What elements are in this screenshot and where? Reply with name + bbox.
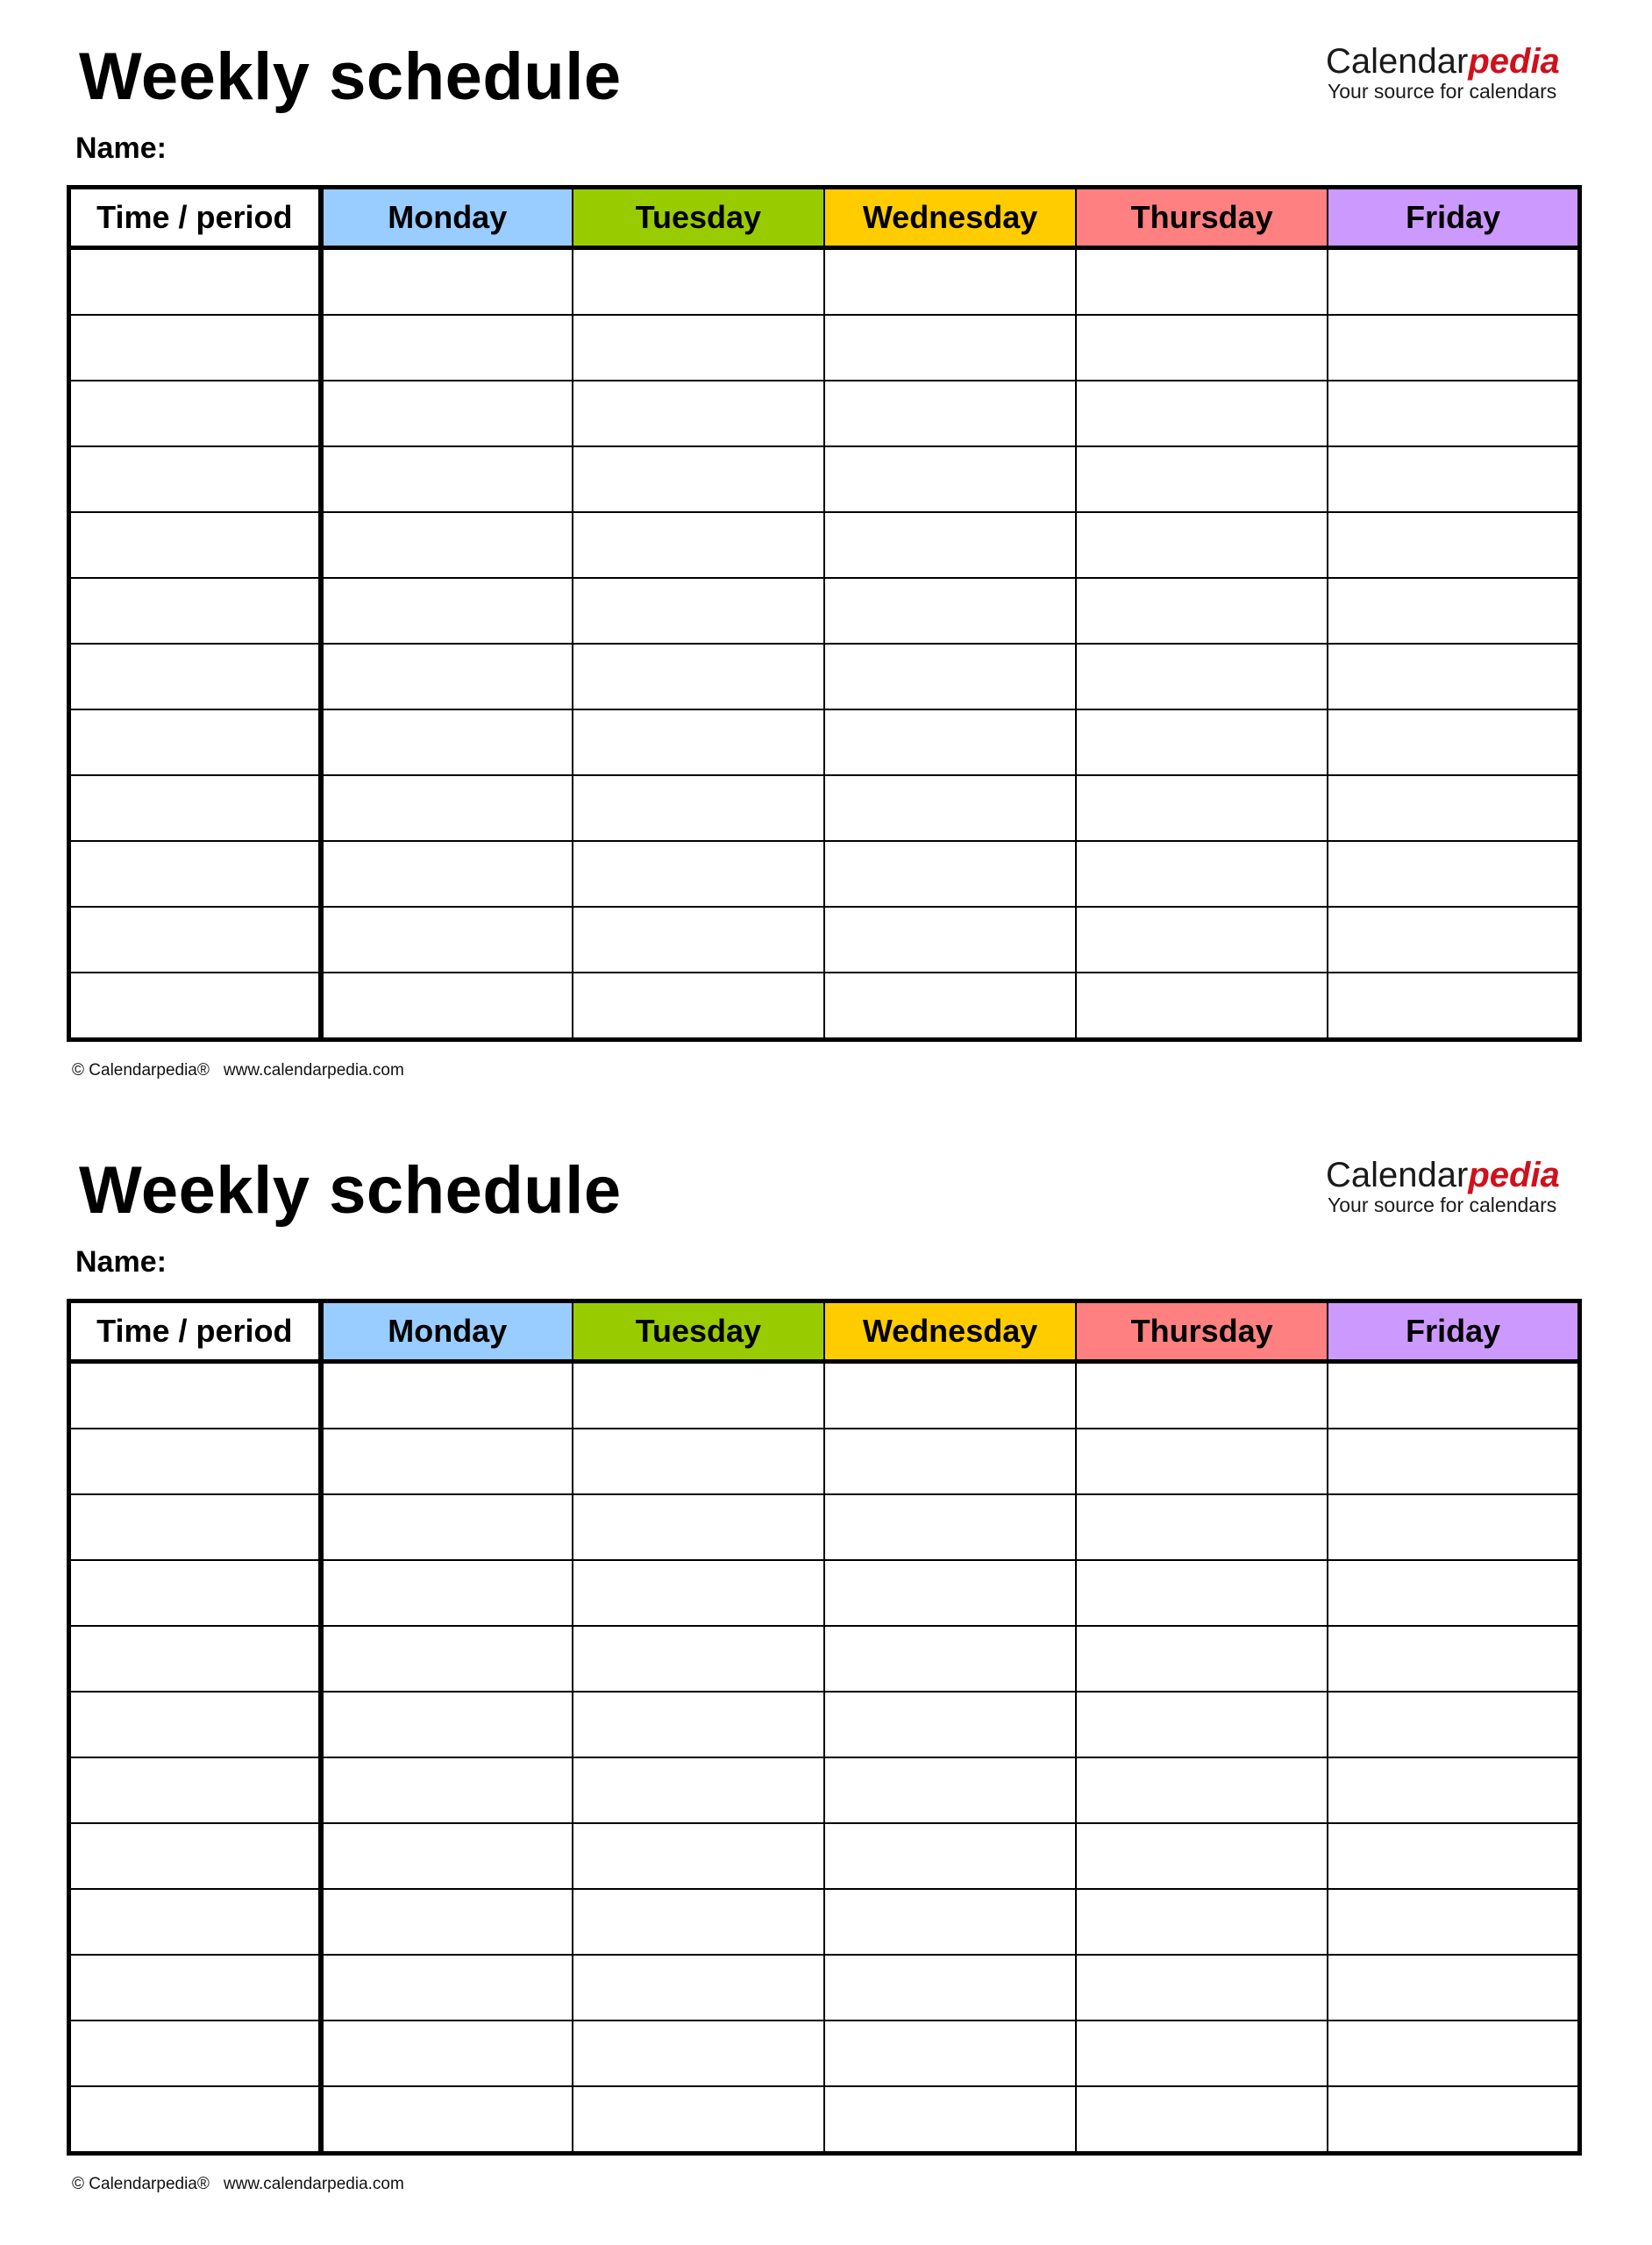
- time-cell[interactable]: [69, 381, 321, 446]
- schedule-cell[interactable]: [573, 446, 824, 512]
- header-day-tuesday: Tuesday: [573, 1301, 824, 1362]
- schedule-cell[interactable]: [1076, 1889, 1328, 1955]
- schedule-cell[interactable]: [573, 841, 824, 907]
- schedule-cell[interactable]: [824, 446, 1076, 512]
- schedule-cell[interactable]: [1076, 381, 1328, 446]
- schedule-cell[interactable]: [321, 775, 573, 841]
- schedule-body: [69, 248, 1580, 1040]
- table-row: [69, 2020, 1580, 2086]
- schedule-cell[interactable]: [1076, 907, 1328, 973]
- schedule-cell[interactable]: [1076, 1757, 1328, 1823]
- logo-brand-accent: pedia: [1468, 42, 1560, 81]
- time-cell[interactable]: [69, 1429, 321, 1494]
- schedule-cell[interactable]: [824, 709, 1076, 775]
- table-row: [69, 709, 1580, 775]
- schedule-cell[interactable]: [824, 381, 1076, 446]
- schedule-section-2: [0, 1114, 1652, 2227]
- table-row: [69, 446, 1580, 512]
- time-cell[interactable]: [69, 446, 321, 512]
- schedule-cell[interactable]: [573, 248, 824, 316]
- time-cell[interactable]: [69, 1757, 321, 1823]
- schedule-cell[interactable]: [824, 1429, 1076, 1494]
- table-row: [69, 973, 1580, 1040]
- table-row: [69, 775, 1580, 841]
- table-row: [69, 2086, 1580, 2154]
- time-cell[interactable]: [69, 775, 321, 841]
- schedule-cell[interactable]: [321, 446, 573, 512]
- schedule-cell[interactable]: [321, 1889, 573, 1955]
- schedule-cell[interactable]: [1328, 775, 1579, 841]
- schedule-cell[interactable]: [573, 578, 824, 644]
- schedule-cell[interactable]: [1076, 1692, 1328, 1757]
- header-day-wednesday: Wednesday: [824, 188, 1076, 248]
- header-day-wednesday: Wednesday: [824, 1301, 1076, 1362]
- header-time-period: Time / period: [69, 188, 321, 248]
- schedule-cell[interactable]: [1328, 1429, 1579, 1494]
- schedule-cell[interactable]: [573, 775, 824, 841]
- schedule-cell[interactable]: [1328, 315, 1579, 381]
- schedule-cell[interactable]: [1328, 1560, 1579, 1626]
- table-row: [69, 1889, 1580, 1955]
- schedule-cell[interactable]: [321, 1626, 573, 1692]
- schedule-cell[interactable]: [1076, 709, 1328, 775]
- header-day-friday: Friday: [1328, 188, 1579, 248]
- schedule-cell[interactable]: [321, 578, 573, 644]
- schedule-cell[interactable]: [1328, 1823, 1579, 1889]
- schedule-cell[interactable]: [824, 1757, 1076, 1823]
- schedule-cell[interactable]: [321, 1362, 573, 1429]
- schedule-cell[interactable]: [321, 1692, 573, 1757]
- time-cell[interactable]: [69, 1692, 321, 1757]
- schedule-cell[interactable]: [1328, 446, 1579, 512]
- schedule-cell[interactable]: [1076, 315, 1328, 381]
- header-day-friday: Friday: [1328, 1301, 1579, 1362]
- schedule-cell[interactable]: [573, 2020, 824, 2086]
- schedule-cell[interactable]: [321, 1823, 573, 1889]
- time-cell[interactable]: [69, 841, 321, 907]
- table-row: [69, 315, 1580, 381]
- schedule-cell[interactable]: [1328, 512, 1579, 578]
- time-cell[interactable]: [69, 578, 321, 644]
- schedule-cell[interactable]: [1076, 248, 1328, 316]
- time-cell[interactable]: [69, 644, 321, 709]
- schedule-cell[interactable]: [1328, 2020, 1579, 2086]
- schedule-cell[interactable]: [1076, 1494, 1328, 1560]
- time-cell[interactable]: [69, 1626, 321, 1692]
- schedule-cell[interactable]: [824, 1560, 1076, 1626]
- table-row: [69, 512, 1580, 578]
- schedule-cell[interactable]: [321, 1955, 573, 2020]
- schedule-cell[interactable]: [824, 2086, 1076, 2154]
- schedule-cell[interactable]: [1328, 644, 1579, 709]
- schedule-cell[interactable]: [824, 644, 1076, 709]
- calendarpedia-logo: [1326, 42, 1560, 102]
- schedule-cell[interactable]: [1076, 2020, 1328, 2086]
- schedule-cell[interactable]: [573, 1757, 824, 1823]
- schedule-cell[interactable]: [824, 1362, 1076, 1429]
- logo-brand-main: Calendar: [1326, 1156, 1469, 1194]
- schedule-cell[interactable]: [573, 973, 824, 1040]
- schedule-cell[interactable]: [1328, 973, 1579, 1040]
- table-row: [69, 1823, 1580, 1889]
- schedule-cell[interactable]: [1076, 1823, 1328, 1889]
- schedule-cell[interactable]: [824, 2020, 1076, 2086]
- schedule-cell[interactable]: [573, 1560, 824, 1626]
- schedule-cell[interactable]: [1076, 578, 1328, 644]
- time-cell[interactable]: [69, 1494, 321, 1560]
- time-cell[interactable]: [69, 2020, 321, 2086]
- table-row: [69, 1626, 1580, 1692]
- table-row: [69, 1692, 1580, 1757]
- schedule-cell[interactable]: [573, 1955, 824, 2020]
- schedule-cell[interactable]: [1328, 248, 1579, 316]
- schedule-cell[interactable]: [1328, 1889, 1579, 1955]
- schedule-cell[interactable]: [573, 1362, 824, 1429]
- schedule-cell[interactable]: [321, 1494, 573, 1560]
- schedule-cell[interactable]: [1076, 775, 1328, 841]
- table-row: [69, 907, 1580, 973]
- schedule-cell[interactable]: [1076, 446, 1328, 512]
- schedule-cell[interactable]: [824, 315, 1076, 381]
- time-cell[interactable]: [69, 1823, 321, 1889]
- time-cell[interactable]: [69, 315, 321, 381]
- schedule-cell[interactable]: [321, 973, 573, 1040]
- header-day-tuesday: Tuesday: [573, 188, 824, 248]
- schedule-cell[interactable]: [321, 315, 573, 381]
- schedule-cell[interactable]: [321, 2086, 573, 2154]
- table-row: [69, 841, 1580, 907]
- footer-url: www.calendarpedia.com: [223, 2175, 404, 2193]
- footer-url: www.calendarpedia.com: [223, 1061, 404, 1080]
- table-row: [69, 1757, 1580, 1823]
- schedule-cell[interactable]: [824, 512, 1076, 578]
- schedule-cell[interactable]: [1328, 578, 1579, 644]
- schedule-cell[interactable]: [824, 1494, 1076, 1560]
- schedule-cell[interactable]: [1076, 973, 1328, 1040]
- schedule-cell[interactable]: [321, 248, 573, 316]
- schedule-cell[interactable]: [573, 1823, 824, 1889]
- table-row: [69, 644, 1580, 709]
- schedule-cell[interactable]: [573, 315, 824, 381]
- schedule-cell[interactable]: [573, 1889, 824, 1955]
- table-row: [69, 1362, 1580, 1429]
- header-row: [69, 1301, 1580, 1362]
- time-cell[interactable]: [69, 973, 321, 1040]
- schedule-cell[interactable]: [1076, 512, 1328, 578]
- schedule-cell[interactable]: [573, 1692, 824, 1757]
- schedule-cell[interactable]: [1076, 1429, 1328, 1494]
- time-cell[interactable]: [69, 1889, 321, 1955]
- schedule-header: [69, 188, 1580, 248]
- schedule-cell[interactable]: [321, 2020, 573, 2086]
- schedule-cell[interactable]: [824, 1692, 1076, 1757]
- schedule-cell[interactable]: [321, 644, 573, 709]
- schedule-cell[interactable]: [321, 1757, 573, 1823]
- page-title: Weekly schedule: [79, 1153, 622, 1228]
- schedule-cell[interactable]: [321, 841, 573, 907]
- schedule-cell[interactable]: [1076, 841, 1328, 907]
- time-cell[interactable]: [69, 248, 321, 316]
- logo-brand: [1326, 1156, 1560, 1194]
- page-title: Weekly schedule: [79, 39, 622, 114]
- footer-copyright: © Calendarpedia®: [72, 2175, 210, 2193]
- schedule-cell[interactable]: [1328, 1626, 1579, 1692]
- schedule-cell[interactable]: [1076, 1362, 1328, 1429]
- schedule-cell[interactable]: [1076, 644, 1328, 709]
- schedule-cell[interactable]: [1076, 2086, 1328, 2154]
- schedule-cell[interactable]: [1328, 1362, 1579, 1429]
- schedule-cell[interactable]: [824, 973, 1076, 1040]
- time-cell[interactable]: [69, 709, 321, 775]
- schedule-cell[interactable]: [824, 1626, 1076, 1692]
- schedule-table: [67, 1299, 1582, 2156]
- footer: [72, 1061, 404, 1080]
- schedule-cell[interactable]: [824, 1955, 1076, 2020]
- schedule-cell[interactable]: [824, 248, 1076, 316]
- schedule-cell[interactable]: [573, 2086, 824, 2154]
- schedule-cell[interactable]: [824, 578, 1076, 644]
- logo-brand-accent: pedia: [1468, 1156, 1560, 1194]
- time-cell[interactable]: [69, 2086, 321, 2154]
- schedule-cell[interactable]: [321, 381, 573, 446]
- schedule-cell[interactable]: [824, 1889, 1076, 1955]
- time-cell[interactable]: [69, 907, 321, 973]
- schedule-cell[interactable]: [824, 775, 1076, 841]
- schedule-cell[interactable]: [824, 841, 1076, 907]
- table-row: [69, 1494, 1580, 1560]
- header-day-monday: Monday: [321, 1301, 573, 1362]
- schedule-cell[interactable]: [573, 381, 824, 446]
- schedule-cell[interactable]: [824, 1823, 1076, 1889]
- time-cell[interactable]: [69, 1560, 321, 1626]
- schedule-cell[interactable]: [573, 1429, 824, 1494]
- schedule-cell[interactable]: [321, 512, 573, 578]
- schedule-body: [69, 1362, 1580, 2154]
- schedule-cell[interactable]: [1328, 1955, 1579, 2020]
- schedule-cell[interactable]: [321, 907, 573, 973]
- time-cell[interactable]: [69, 1362, 321, 1429]
- table-row: [69, 578, 1580, 644]
- schedule-cell[interactable]: [1328, 381, 1579, 446]
- schedule-cell[interactable]: [573, 512, 824, 578]
- schedule-cell[interactable]: [1076, 1626, 1328, 1692]
- schedule-cell[interactable]: [1076, 1560, 1328, 1626]
- header-time-period: Time / period: [69, 1301, 321, 1362]
- schedule-cell[interactable]: [321, 1429, 573, 1494]
- header-day-monday: Monday: [321, 188, 573, 248]
- table-row: [69, 1429, 1580, 1494]
- logo-brand: [1326, 42, 1560, 81]
- schedule-cell[interactable]: [573, 1626, 824, 1692]
- table-row: [69, 248, 1580, 316]
- name-label: Name:: [75, 132, 167, 165]
- schedule-cell[interactable]: [573, 907, 824, 973]
- schedule-cell[interactable]: [1328, 709, 1579, 775]
- logo-tagline: Your source for calendars: [1328, 1194, 1557, 1216]
- time-cell[interactable]: [69, 512, 321, 578]
- time-cell[interactable]: [69, 1955, 321, 2020]
- schedule-cell[interactable]: [321, 709, 573, 775]
- header-day-thursday: Thursday: [1076, 188, 1328, 248]
- table-row: [69, 381, 1580, 446]
- logo-brand-main: Calendar: [1326, 42, 1469, 81]
- schedule-cell[interactable]: [321, 1560, 573, 1626]
- header-row: [69, 188, 1580, 248]
- schedule-cell[interactable]: [573, 709, 824, 775]
- schedule-header: [69, 1301, 1580, 1362]
- schedule-cell[interactable]: [824, 907, 1076, 973]
- schedule-cell[interactable]: [1328, 1494, 1579, 1560]
- schedule-section-1: [0, 0, 1652, 1114]
- schedule-cell[interactable]: [573, 1494, 824, 1560]
- header-day-thursday: Thursday: [1076, 1301, 1328, 1362]
- schedule-cell[interactable]: [1328, 1757, 1579, 1823]
- name-label: Name:: [75, 1245, 167, 1279]
- schedule-cell[interactable]: [1328, 1692, 1579, 1757]
- footer-copyright: © Calendarpedia®: [72, 1061, 210, 1080]
- table-row: [69, 1955, 1580, 2020]
- footer: [72, 2175, 404, 2194]
- schedule-cell[interactable]: [1076, 1955, 1328, 2020]
- calendarpedia-logo: [1326, 1156, 1560, 1215]
- schedule-cell[interactable]: [1328, 841, 1579, 907]
- table-row: [69, 1560, 1580, 1626]
- schedule-cell[interactable]: [573, 644, 824, 709]
- schedule-cell[interactable]: [1328, 907, 1579, 973]
- schedule-cell[interactable]: [1328, 2086, 1579, 2154]
- logo-tagline: Your source for calendars: [1328, 80, 1557, 103]
- schedule-table: [67, 185, 1582, 1042]
